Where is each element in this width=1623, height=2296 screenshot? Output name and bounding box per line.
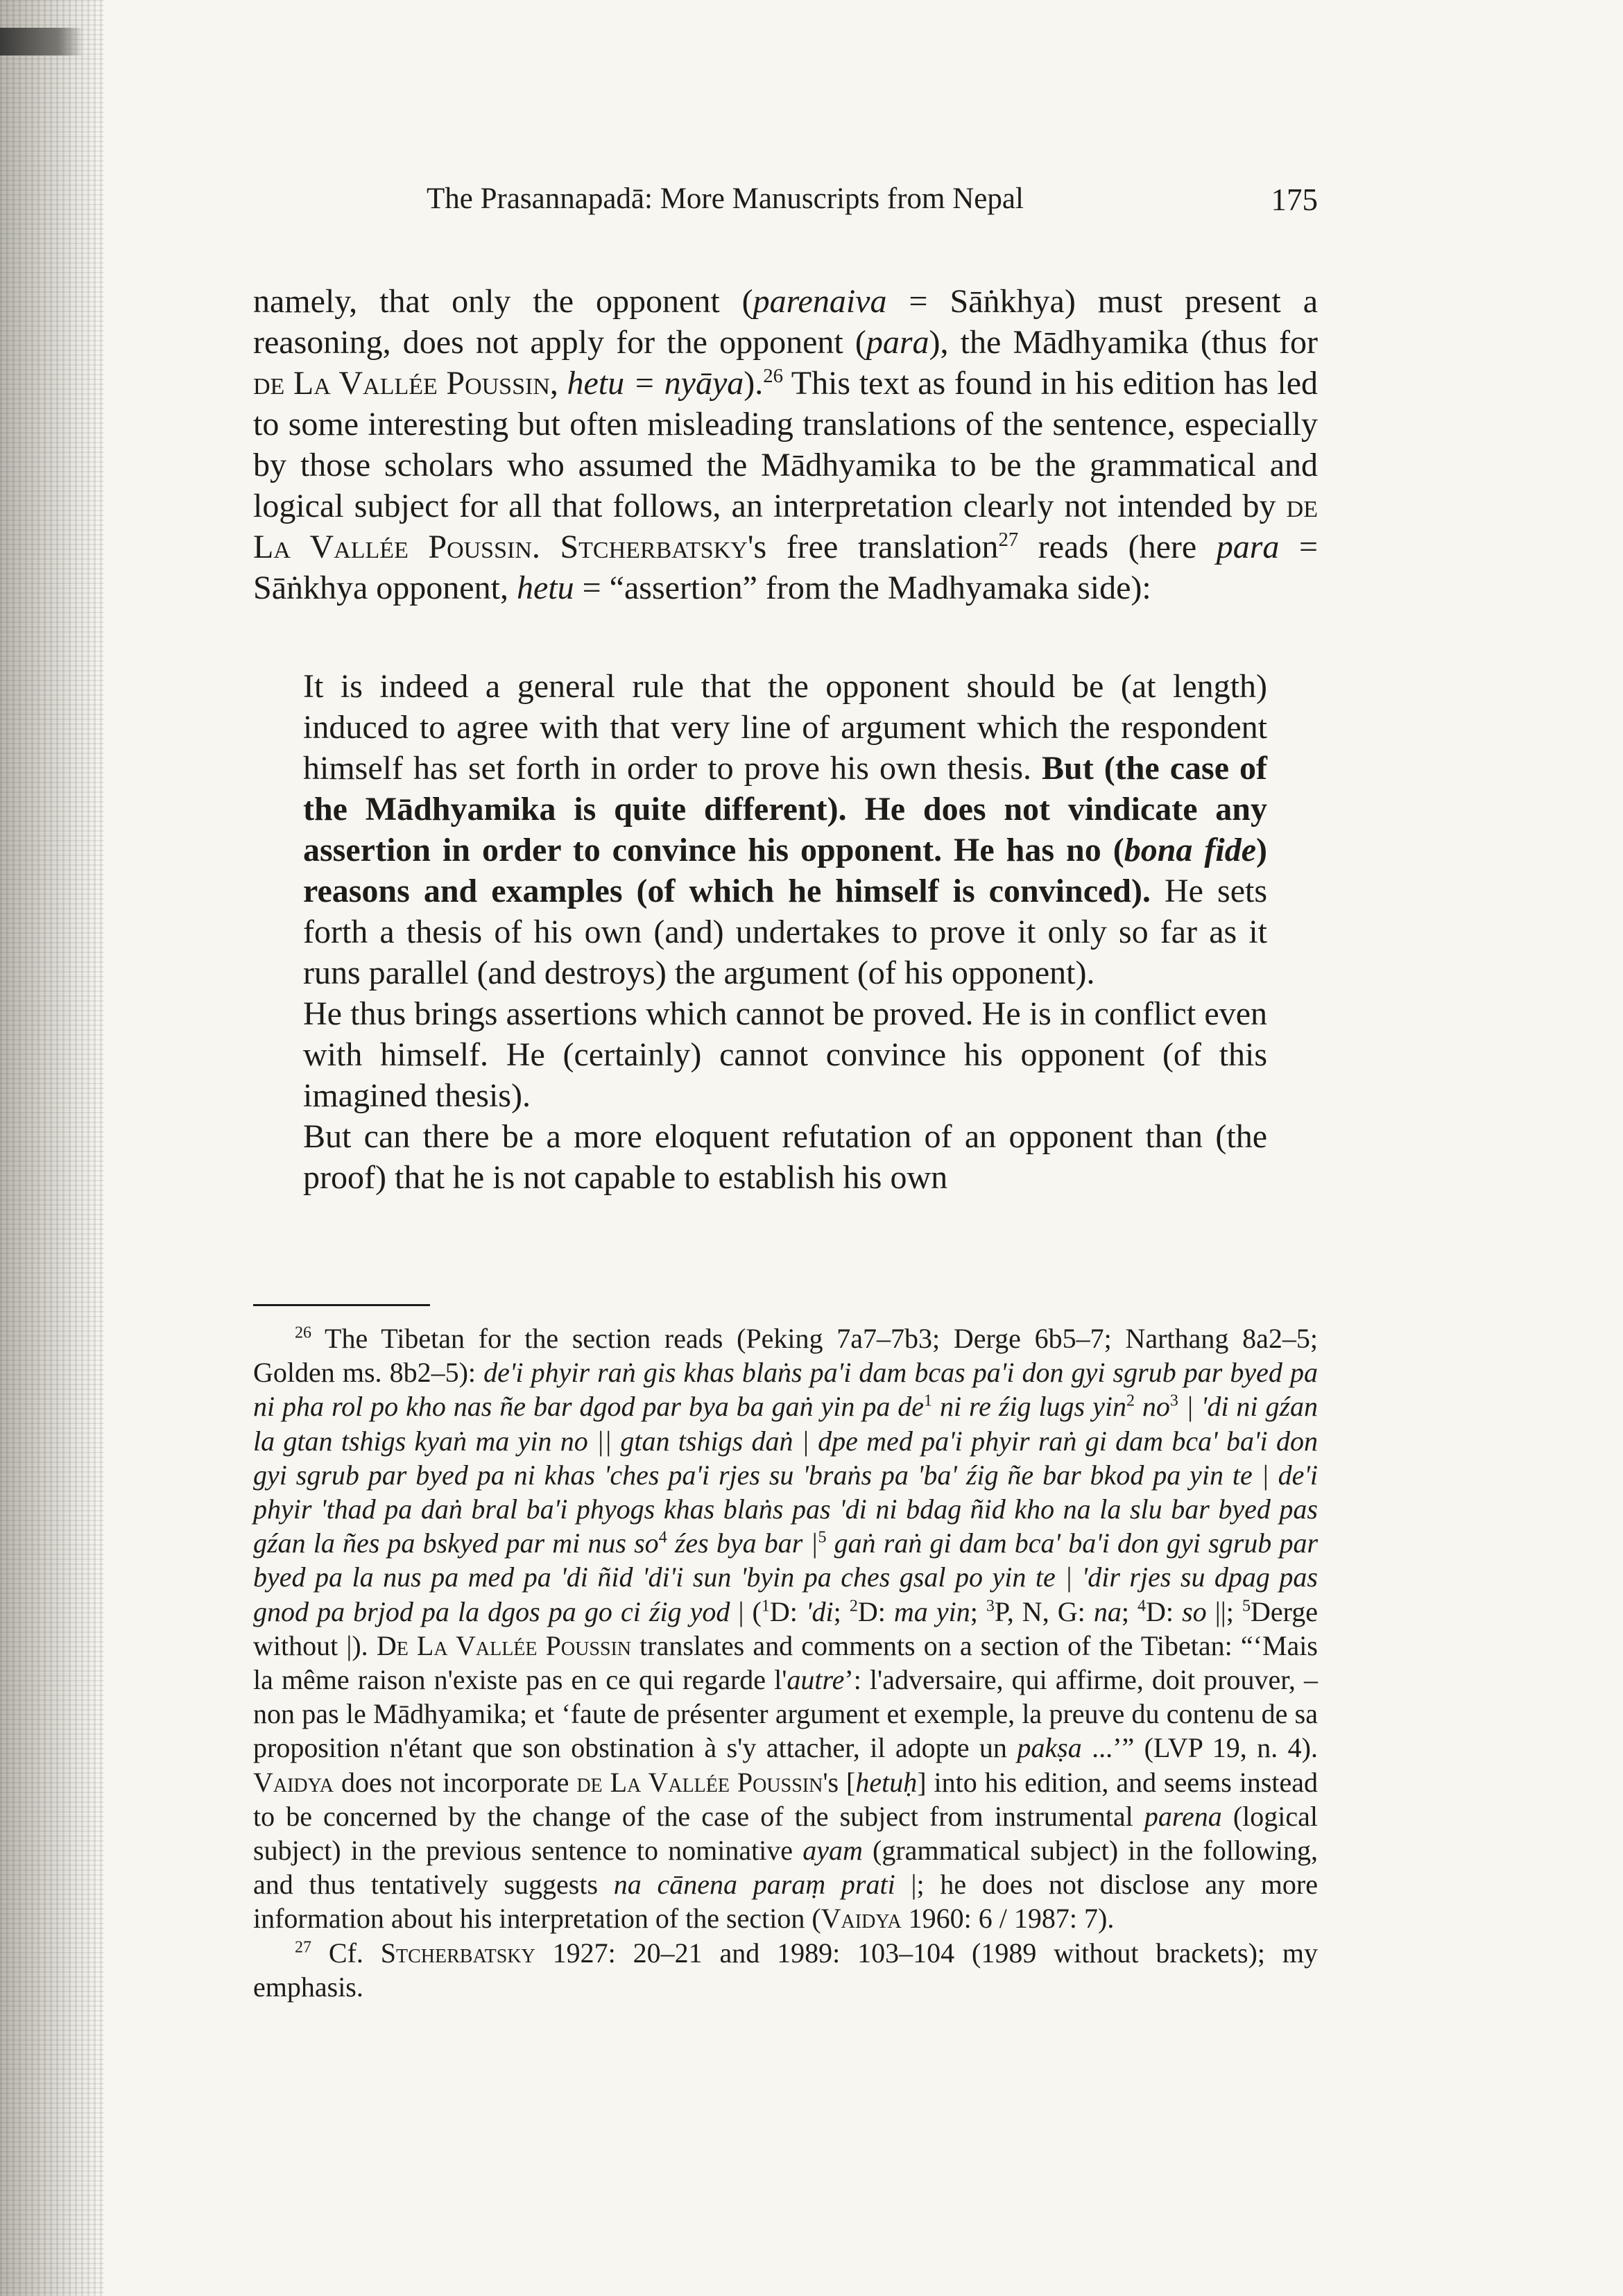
author-name: de La Vallée Poussin	[253, 488, 1318, 565]
footnote-separator	[253, 1304, 430, 1306]
footnote-26: $^{26}$ The Tibetan for the section reads (Peking 7a7–7b3; Derge 6b5–7; Narthang 8a2–5; Golden ms. 8b2–5): de'i phyir raṅ gis khas blaṅs pa'i dam bcas pa'i don gyi sgrub par byed pa ni pha rol po kho nas ñe bar dgod par bya ba gaṅ yin pa $de^1$ ni re źig lugs yin$^2$ $no^3$ | 'di ni gźan la gtan tshigs kyaṅ ma yin no || gtan tshigs daṅ | dpe med pa'i phyir raṅ gi dam bca' ba'i don gyi sgrub par byed pa ni khas 'ches pa'i rjes su 'braṅs pa 'ba' źig ñe bar bkod pa yin te | de'i phyir 'thad pa daṅ bral ba'i phyogs khas blaṅs pas 'di ni bdag ñid kho na la slu bar byed pas gźan la ñes pa bskyed par mi nus $so^4$ źes bya bar $|^5$ gaṅ raṅ gi dam bca' ba'i don gyi sgrub par byed pa la nus pa med pa 'di ñid 'di'i sun 'byin pa ches gsal po yin te | 'dir rjes su dpag pas gnod pa brjod pa la dgos pa go ci źig yod | ($^1$D: 'di; $^2$D: ma yin; $^3$P, N, G: na; $^4$D: so ||; $^5$Derge without |). De La Vallée Poussin translates and comments on a section of the Tibetan: “‘Mais la même raison n'existe pas en ce qui regarde l'autre’: l'adversaire, qui affirme, doit prouver, – non pas le Mādhyamika; et ‘faute de présenter argument et exemple, la preuve du contenu de sa proposition n'étant que son obstination à s'y attacher, il adopte un pakṣa ...’” (LVP 19, n. 4). Vaidya does not incorporate de La Vallée Poussin's [hetuḥ] into his edition, and seems instead to be concerned by the change of the case of the subject from instrumental parena (logical subject) in the previous sentence to nominative ayam (grammatical subject) in the following, and thus tentatively suggests na cānena paraṃ prati |; he does not disclose any more information about his interpretation of the section (Vaidya 1960: 6 / 1987: 7).	[253, 1323, 1319, 1935]
footnote-ref-27[interactable]: 27	[998, 529, 1019, 551]
running-header	[427, 182, 1318, 230]
author-name: de La Vallée Poussin	[253, 365, 550, 402]
running-title: The Prasannapadā: More Manuscripts from Nepal	[427, 182, 1024, 215]
scan-gutter-shadow	[0, 0, 104, 2296]
quote-paragraph: But can there be a more eloquent refutation of an opponent than (the proof) that he is not capable to establish his own	[303, 1118, 1267, 1196]
footnotes	[253, 1321, 1318, 2004]
page-number: 175	[1271, 182, 1318, 217]
block-quotation	[303, 666, 1267, 1198]
footnote-mark: 27	[295, 1938, 311, 1957]
main-paragraph: namely, that only the opponent (parenaiva = Sāṅkhya) must present a reasoning, does not apply for the opponent (para), the Mādhyamika (thus for de La Vallée Poussin, hetu = nyāya).$^{26}$ This text as found in his edition has led to some interesting but often misleading translations of the sentence, especially by those scholars who assumed the Mādhyamika to be the grammatical and logical subject for all that follows, an interpretation clearly not intended by de La Vallée Poussin. Stcherbatsky's free translation$^{27}$ reads (here para = Sāṅkhya opponent, hetu = “assertion” from the Madhyamaka side):	[253, 283, 1319, 606]
scan-corner-mark	[0, 28, 83, 55]
quote-paragraph: It is indeed a general rule that the opponent should be (at length) induced to agree with that very line of argument which the respondent himself has set forth in order to prove his own thesis. But (the case of the Mādhyamika is quite different). He does not vindicate any assertion in order to convince his opponent. He has no (bona fide) reasons and examples (of which he himself is convinced). He sets forth a thesis of his own (and) undertakes to prove it only so far as it runs parallel (and destroys) the argument (of his opponent).	[303, 668, 1268, 991]
author-name: Stcherbatsky	[560, 529, 748, 565]
quote-paragraph: He thus brings assertions which cannot be proved. He is in conflict even with himself. He (certainly) cannot convince his opponent (of this imagined thesis).	[303, 995, 1267, 1114]
footnote-27: $^{27}$ Cf. Stcherbatsky 1927: 20–21 and 1989: 103–104 (1989 without brackets); my emphasis.	[253, 1937, 1319, 2003]
footnote-ref-26[interactable]: 26	[763, 365, 784, 387]
footnote-mark: 26	[295, 1323, 311, 1342]
